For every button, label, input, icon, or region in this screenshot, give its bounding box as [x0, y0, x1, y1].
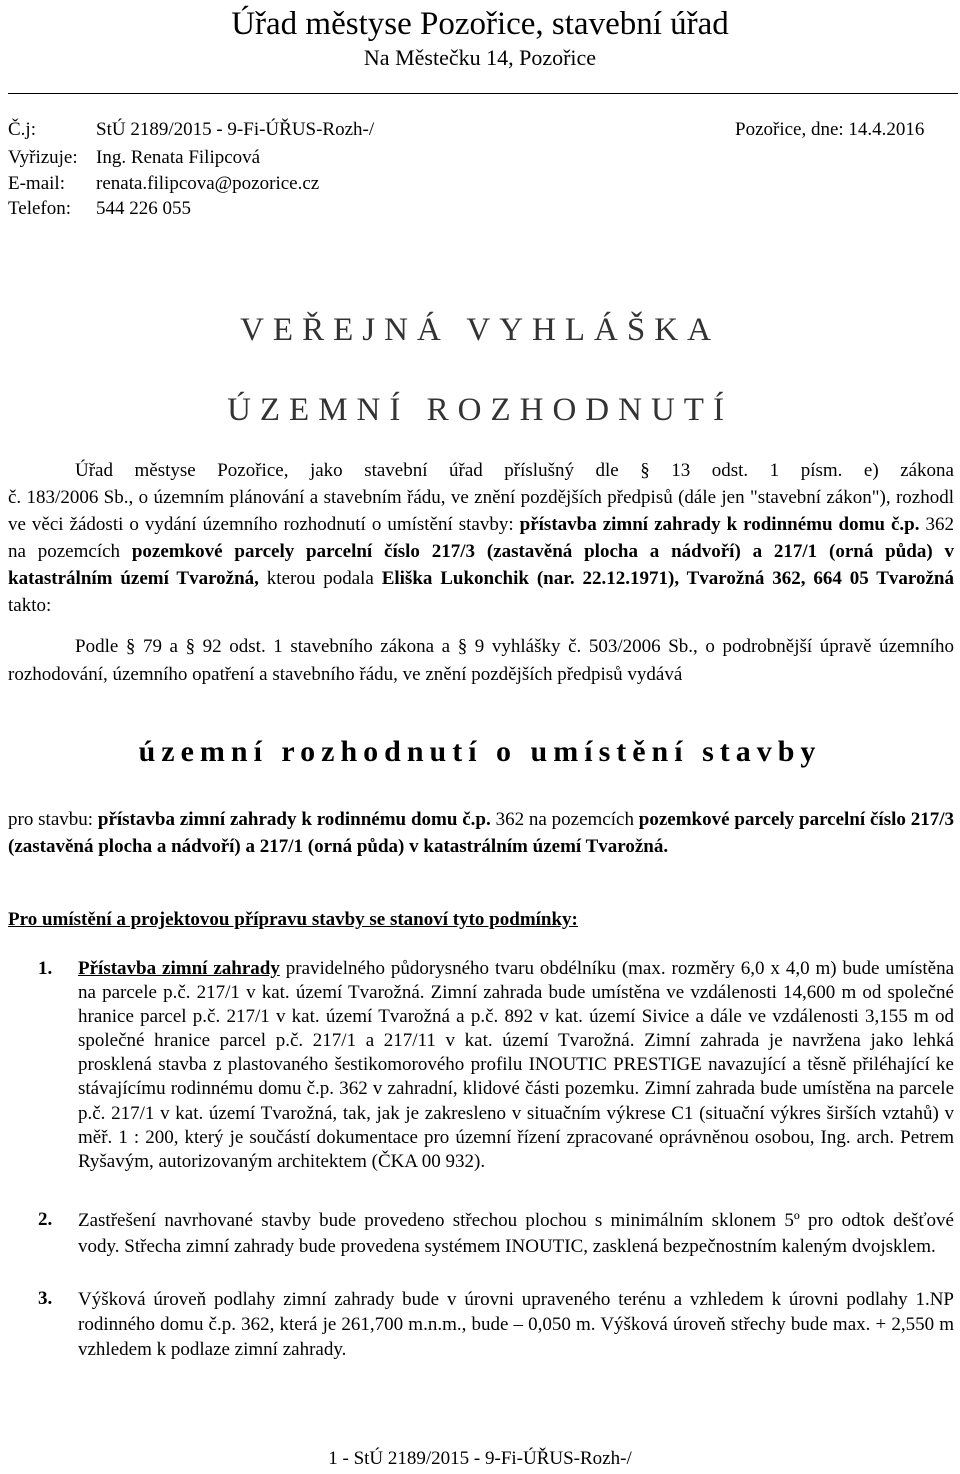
condition-number: 3.	[38, 1288, 53, 1309]
for-building-text: pro stavbu: přístavba zimní zahrady k rodinnému domu č.p. 362 na pozemcích pozemkové parcely parcelní číslo 217/3 (zastavěná plocha a nádvoří) a 217/1 (orná půda) v katastrálním území Tvarožná.	[8, 809, 954, 857]
ref-value: StÚ 2189/2015 - 9-Fi-ÚŘUS-Rozh-/	[96, 119, 375, 140]
intro-line-1: Úřad městyse Pozořice, jako stavební úřad příslušný dle § 13 odst. 1 písm. e) zákona	[75, 460, 954, 481]
condition-text: Výšková úroveň podlahy zimní zahrady bude v úrovni upraveného terénu a vzhledem k úrovni podlahy 1.NP rodinného domu č.p. 362, která je 261,700 m.n.m., bude – 0,050 m. Výšková úroveň střechy bude max. + 2,550 m vzhledem k podlaze zimní zahrady.	[78, 1289, 954, 1360]
intro-paragraph	[8, 457, 954, 619]
page-footer: 1 - StÚ 2189/2015 - 9-Fi-ÚŘUS-Rozh-/	[328, 1448, 632, 1469]
legal-basis-text: Podle § 79 a § 92 odst. 1 stavebního zákona a § 9 vyhlášky č. 503/2006 Sb., o podrobnější úpravě územního rozhodování, územního opatření a stavebního řádu, ve znění pozdějších předpisů vydává	[8, 636, 954, 685]
condition-number: 1.	[38, 958, 53, 979]
conditions-heading: Pro umístění a projektovou přípravu stavby se stanoví tyto podmínky:	[8, 909, 578, 930]
condition-text: Zastřešení navrhované stavby bude provedeno střechou plochou s minimálním sklonem 5º pro odtok dešťové vody. Střecha zimní zahrady bude provedena systémem INOUTIC, zasklená bezpečnostním kaleným dvojsklem.	[78, 1210, 954, 1257]
public-notice-heading: VEŘEJNÁ VYHLÁŠKA	[240, 312, 720, 348]
condition-title: Přístavba zimní zahrady	[78, 958, 280, 979]
legal-basis-paragraph	[8, 633, 954, 689]
email-label: E-mail:	[8, 173, 65, 194]
condition-number: 2.	[38, 1209, 53, 1230]
document-date: Pozořice, dne: 14.4.2016	[735, 119, 925, 140]
phone-value: 544 226 055	[96, 198, 191, 219]
handler-value: Ing. Renata Filipcová	[96, 147, 261, 168]
handler-label: Vyřizuje:	[8, 147, 78, 168]
office-title: Úřad městyse Pozořice, stavební úřad	[231, 6, 729, 42]
phone-line	[8, 197, 191, 221]
header-divider	[8, 93, 958, 94]
email-value[interactable]: renata.filipcova@pozorice.cz	[96, 173, 320, 194]
ref-label: Č.j:	[8, 119, 36, 140]
office-address: Na Městečku 14, Pozořice	[363, 45, 597, 70]
reference-line	[8, 118, 374, 142]
for-building-paragraph	[8, 806, 954, 860]
zoning-decision-heading: ÚZEMNÍ ROZHODNUTÍ	[227, 392, 733, 428]
handler-line	[8, 146, 260, 170]
decision-title: územní rozhodnutí o umístění stavby	[138, 735, 822, 768]
email-line	[8, 172, 319, 196]
intro-body: č. 183/2006 Sb., o územním plánování a stavebním řádu, ve znění pozdějších předpisů (dále jen "stavební zákon"), rozhodl ve věci žádosti o vydání územního rozhodnutí o umístění stavby: přístavba zimní zahrady k rodinnému domu č.p. 362 na pozemcích pozemkové parcely parcelní číslo 217/3 (zastavěná plocha a nádvoří) a 217/1 (orná půda) v katastrálním území Tvarožná, kterou podala Eliška Lukonchik (nar. 22.12.1971), Tvarožná 362, 664 05 Tvarožná takto:	[8, 487, 954, 616]
phone-label: Telefon:	[8, 198, 72, 219]
condition-text: pravidelného půdorysného tvaru obdélníku (max. rozměry 6,0 x 4,0 m) bude umístěna na parcele p.č. 217/1 v kat. území Tvarožná. Zimní zahrada bude umístěna ve vzdálenosti 14,600 m od společné hranice parcel p.č. 217/1 v kat. území Tvarožná a p.č. 892 v kat. území Sivice a dále ve vzdálenosti 3,155 m od společné hranice parcel p.č. 217/1 a 217/11 v kat. území Tvarožná. Zimní zahrada je navržena jako lehká prosklená stavba z plastovaného šestikomorového profilu INOUTIC PRESTIGE navazující a těsně přiléhající ke stávajícímu rodinnému domu č.p. 362 v zahradní, klidové části pozemku. Zimní zahrada bude umístěna na parcele p.č. 217/1 v kat. území Tvarožná, tak, jak je zakresleno v situačním výkrese C1 (situační výkres širších vztahů) v měř. 1 : 200, který je součástí dokumentace pro územní řízení zpracované oprávněnou osobou, Ing. arch. Petrem Ryšavým, autorizovaným architektem (ČKA 00 932).	[78, 958, 954, 1172]
